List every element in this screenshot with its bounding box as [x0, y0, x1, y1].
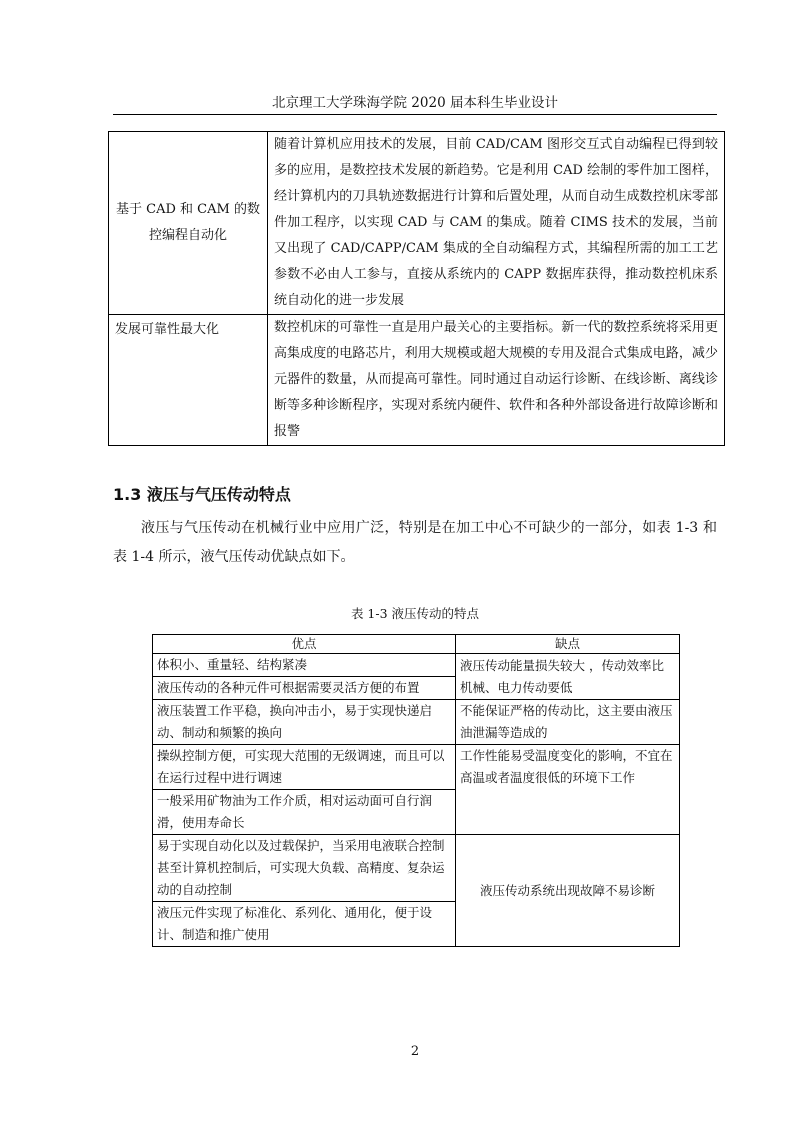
topic-cell: 发展可靠性最大化: [109, 315, 268, 446]
table-row: [153, 835, 680, 902]
disadvantage-cell: 工作性能易受温度变化的影响，不宜在高温或者温度很低的环境下工作: [456, 745, 680, 835]
hydraulic-features-table: [152, 634, 680, 947]
table-caption: 表 1-3 液压传动的特点: [350, 606, 480, 621]
header-rule: [113, 114, 717, 115]
table-row: [153, 745, 680, 790]
advantage-cell: 易于实现自动化以及过载保护，当采用电液联合控制甚至计算机控制后，可实现大负载、高精度、复杂运动的自动控制: [153, 835, 456, 902]
advantages-header: 优点: [153, 635, 456, 654]
continuation-table: [108, 131, 725, 446]
page-header: 北京理工大学珠海学院 2020 届本科生毕业设计: [272, 95, 558, 111]
disadvantage-cell: 不能保证严格的传动比，这主要由液压油泄漏等造成的: [456, 700, 680, 745]
table-row: [109, 132, 725, 315]
section-paragraph: 液压与气压传动在机械行业中应用广泛，特别是在加工中心不可缺少的一部分，如表 1-3 和表 1-4 所示，液气压传动优缺点如下。: [113, 520, 717, 565]
description-cell: 数控机床的可靠性一直是用户最关心的主要指标。新一代的数控系统将采用更高集成度的电路芯片，利用大规模或超大规模的专用及混合式集成电路，减少元器件的数量，从而提高可靠性。同时通过自动运行诊断、在线诊断、离线诊断等多种诊断程序，实现对系统内硬件、软件和各种外部设备进行故障诊断和报警: [268, 315, 725, 446]
advantage-cell: 体积小、重量轻、结构紧凑: [153, 654, 456, 677]
advantage-cell: 操纵控制方便，可实现大范围的无级调速，而且可以在运行过程中进行调速: [153, 745, 456, 790]
disadvantage-cell: 液压传动能量损失较大 ，传动效率比机械、电力传动要低: [456, 654, 680, 700]
table-header-row: [153, 635, 680, 654]
advantage-cell: 液压装置工作平稳，换向冲击小，易于实现快递启动、制动和频繁的换向: [153, 700, 456, 745]
table-row: [153, 700, 680, 745]
table-row: [153, 654, 680, 677]
advantage-cell: 液压传动的各种元件可根据需要灵活方便的布置: [153, 677, 456, 700]
page-number: 2: [410, 1044, 420, 1059]
topic-cell: 基于 CAD 和 CAM 的数控编程自动化: [109, 132, 268, 315]
description-cell: 随着计算机应用技术的发展，目前 CAD/CAM 图形交互式自动编程已得到较多的应用，是数控技术发展的新趋势。它是利用 CAD 绘制的零件加工图样，经计算机内的刀具轨迹数据进行计算和后置处理，从而自动生成数控机床零部件加工程序，以实现 CAD 与 CAM 的集成。随着 CIMS 技术的发展，当前又出现了 CAD/CAPP/CAM 集成的全自动编程方式，其编程所需的加工工艺参数不必由人工参与，直接从系统内的 CAPP 数据库获得，推动数控机床系统自动化的进一步发展: [268, 132, 725, 315]
disadvantage-cell: 液压传动系统出现故障不易诊断: [456, 835, 680, 947]
section-title: 1.3 液压与气压传动特点: [113, 485, 291, 504]
disadvantages-header: 缺点: [456, 635, 680, 654]
table-row: [109, 315, 725, 446]
advantage-cell: 液压元件实现了标准化、系列化、通用化，便于设计、制造和推广使用: [153, 902, 456, 947]
advantage-cell: 一般采用矿物油为工作介质，相对运动面可自行润滑，使用寿命长: [153, 790, 456, 835]
